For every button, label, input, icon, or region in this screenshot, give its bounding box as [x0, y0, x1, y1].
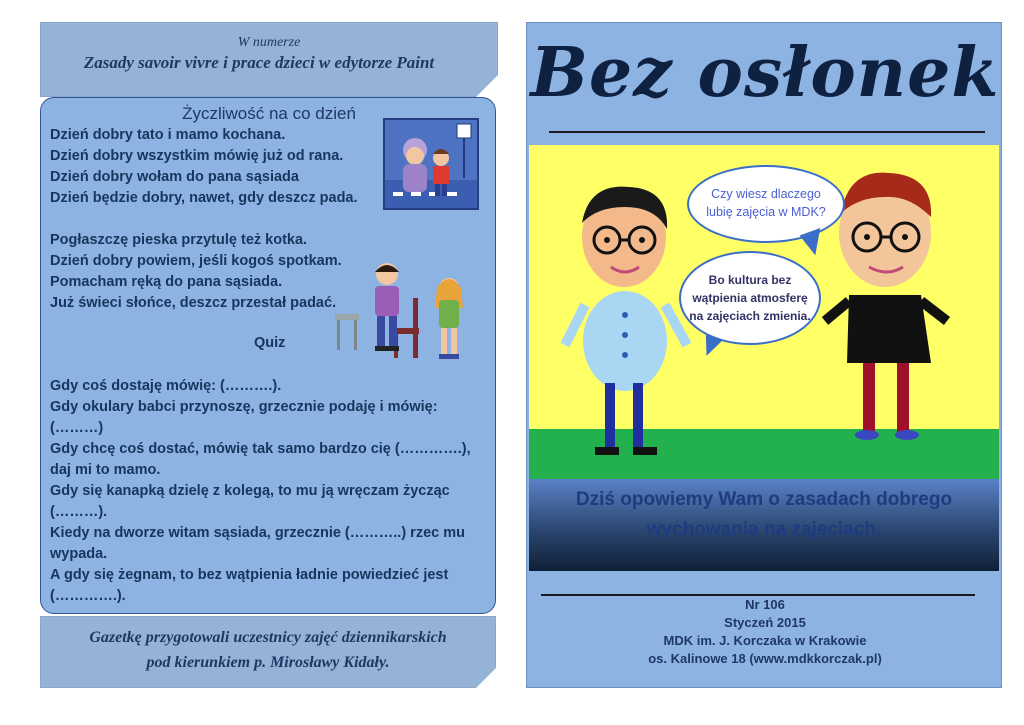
banner-headline: Zasady savoir vivre i prace dzieci w edytorze Paint [83, 53, 435, 72]
poem-line: Pogłaszczę pieska przytulę też kotka. [50, 232, 308, 248]
info-divider [541, 594, 975, 596]
issue-contents-banner [40, 22, 498, 97]
tagline-line-2: wychowania na zajęciach. [646, 519, 882, 540]
cover-tagline [529, 479, 999, 571]
banner-subtitle: W numerze [237, 35, 301, 50]
poem-title: Życzliwość na co dzień [182, 104, 356, 123]
poem-line: Dzień dobry wołam do pana sąsiada [50, 169, 299, 185]
masthead-divider [549, 131, 985, 133]
bubble1-line-1: Czy wiesz dlaczego [711, 187, 821, 201]
quiz-title: Quiz [254, 335, 286, 351]
poem-line: Dzień dobry powiem, jeśli kogoś spotkam. [50, 253, 342, 269]
quiz-line: Gdy chcę coś dostać, mówię tak samo bardzo cię (………….), [50, 441, 471, 457]
quiz-line: Kiedy na dworze witam sąsiada, grzecznie (………..) rzec mu [50, 525, 465, 541]
bubble2-line-1: Bo kultura bez [708, 273, 792, 287]
poem-line: Dzień będzie dobry, nawet, gdy deszcz pada. [50, 190, 358, 206]
poem-line: Pomacham ręką do pana sąsiada. [50, 274, 283, 290]
bubble2-line-2: wątpienia atmosferę [692, 291, 808, 305]
issue-institution: MDK im. J. Korczaka w Krakowie [663, 633, 867, 648]
poem-line: Dzień dobry tato i mamo kochana. [50, 127, 286, 143]
tagline-line-1: Dziś opowiemy Wam o zasadach dobrego [575, 489, 953, 510]
bubble1-line-2: lubię zajęcia w MDK? [706, 205, 826, 219]
cover-illustration [529, 145, 999, 479]
quiz-line: wypada. [50, 546, 108, 562]
cover-page [526, 22, 1002, 688]
issue-address: os. Kalinowe 18 (www.mdkkorczak.pl) [648, 651, 882, 666]
quiz-line: (………) [50, 420, 104, 436]
credits-line-2: pod kierunkiem p. Mirosławy Kidały. [146, 654, 390, 671]
masthead-title: Bez osłonek [530, 33, 1000, 113]
issue-number: Nr 106 [745, 597, 785, 612]
quiz-line: (………). [50, 504, 108, 520]
credits-line-1: Gazetkę przygotowali uczestnicy zajęć dziennikarskich [89, 629, 447, 646]
chair-illustration [335, 258, 481, 370]
speech-bubble-answer [679, 251, 821, 345]
quiz-line: Gdy okulary babci przynoszę, grzecznie podaję i mówię: [50, 399, 438, 415]
crossing-illustration [383, 118, 479, 210]
quiz-line: (………….). [50, 588, 126, 604]
quiz-line: Gdy się kanapką dzielę z kolegą, to mu ją wręczam życząc [50, 483, 450, 499]
quiz-line: A gdy się żegnam, to bez wątpienia ładnie powiedzieć jest [50, 567, 449, 583]
issue-date: Styczeń 2015 [724, 615, 806, 630]
bubble2-line-3: na zajęciach zmienia. [689, 309, 811, 323]
quiz-line: daj mi to mamo. [50, 462, 161, 478]
credits-banner [40, 616, 496, 688]
poem-line: Dzień dobry wszystkim mówię już od rana. [50, 148, 344, 164]
quiz-line: Gdy coś dostaję mówię: (……….). [50, 378, 282, 394]
poem-line: Już świeci słońce, deszcz przestał padać. [50, 295, 337, 311]
